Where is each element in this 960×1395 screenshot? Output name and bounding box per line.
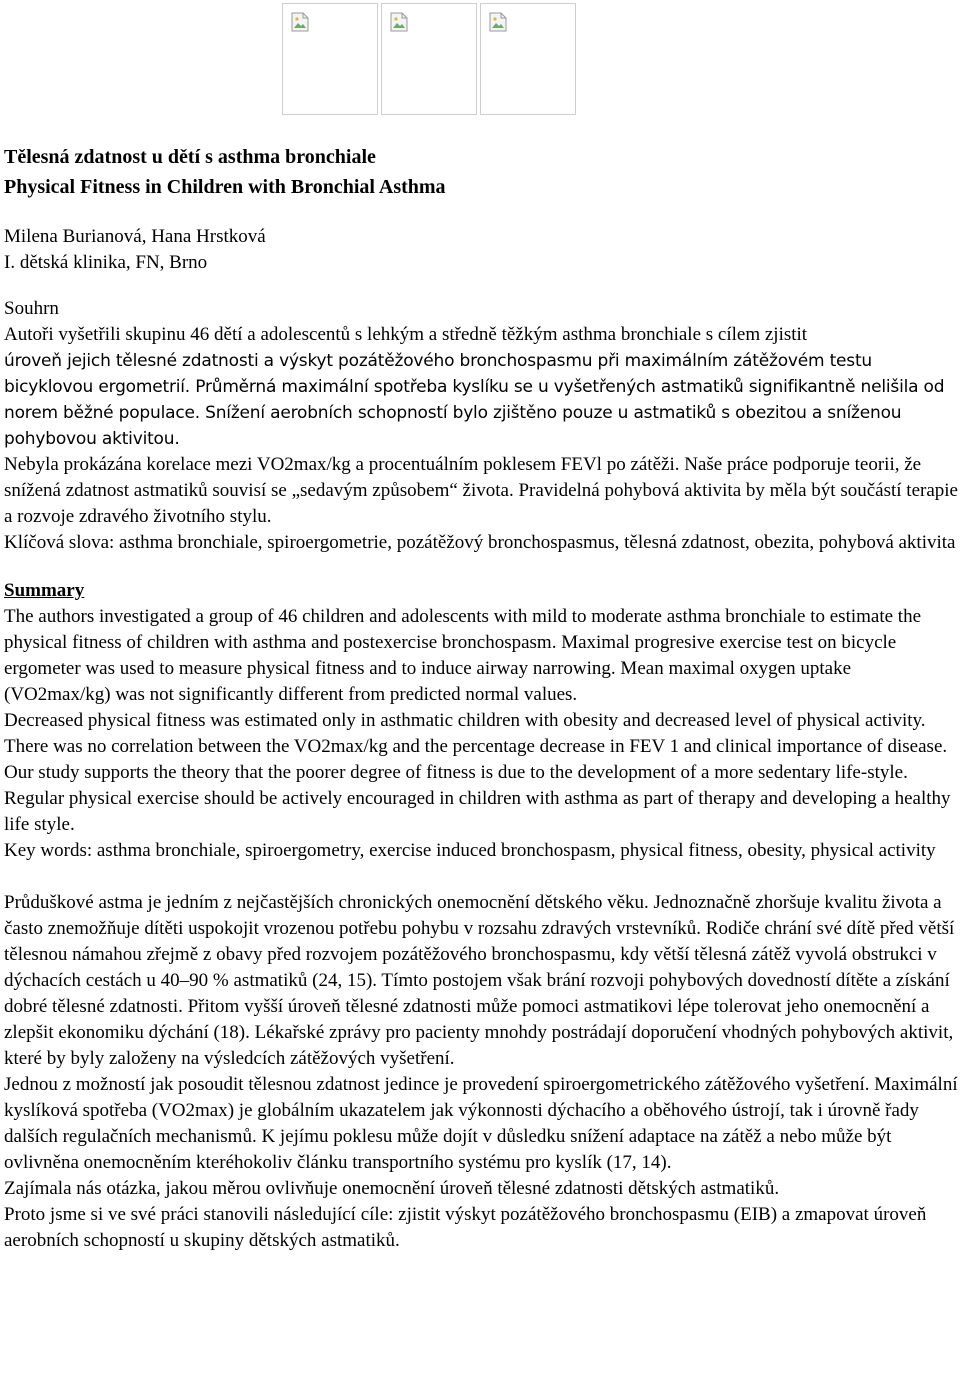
- broken-image-icon: [291, 12, 309, 32]
- souhrn-first-line: Autoři vyšetřili skupinu 46 dětí a adolescentů s lehkým a středně těžkým asthma bronchiale s cílem zjistit: [4, 324, 808, 345]
- image-placeholder: [282, 3, 378, 115]
- broken-image-icon: [489, 12, 507, 32]
- affiliation: I. dětská klinika, FN, Brno: [4, 252, 208, 273]
- title-english: Physical Fitness in Children with Bronchial Asthma: [4, 176, 446, 198]
- image-placeholder-row: [282, 3, 579, 115]
- body-paragraph: Proto jsme si ve své práci stanovili následující cíle: zjistit výskyt pozátěžového bronchospasmu (EIB) a zmapovat úroveň aerobních schopností u skupiny dětských astmatiků.: [4, 1204, 927, 1251]
- authors: Milena Burianová, Hana Hrstková: [4, 226, 266, 247]
- summary-heading: Summary: [4, 580, 85, 601]
- souhrn-heading: Souhrn: [4, 298, 59, 319]
- summary-keywords: Key words: asthma bronchiale, spiroergometry, exercise induced bronchospasm, physical fitness, obesity, physical activity: [4, 840, 936, 861]
- image-placeholder: [381, 3, 477, 115]
- body-paragraph: Průduškové astma je jedním z nejčastějších chronických onemocnění dětského věku. Jednoznačně zhoršuje kvalitu života a často znemožňuje dítěti uspokojit vrozenou potřebu pohybu v rozsahu zdravých vrstevníků. Rodiče chrání své dítě před větší tělesnou námahou zřejmě z obavy před rozvojem pozátěžového bronchospasmu, kdy větší tělesná zátěž vyvolá obstrukci v dýchacích cestách u 40–90 % astmatiků (24, 15). Tímto postojem však brání rozvoji pohybových dovedností dítěte a získání dobré tělesné zdatnosti. Přitom vyšší úroveň tělesné zdatnosti může pomoci astmatikovi lépe tolerovat jeho onemocnění a zlepšit ekonomiku dýchání (18). Lékařské zprávy pro pacienty mnohdy postrádají doporučení vhodných pohybových aktivit, které by byly založeny na výsledcích zátěžových vyšetření.: [4, 892, 955, 1069]
- title-czech: Tělesná zdatnost u dětí s asthma bronchiale: [4, 146, 376, 168]
- broken-image-icon: [390, 12, 408, 32]
- body-paragraph: Zajímala nás otázka, jakou měrou ovlivňuje onemocnění úroveň tělesné zdatnosti dětských astmatiků.: [4, 1178, 780, 1199]
- image-placeholder: [480, 3, 576, 115]
- body-paragraph: Jednou z možností jak posoudit tělesnou zdatnost jedince je provedení spiroergometrického zátěžového vyšetření. Maximální kyslíková spotřeba (VO2max) je globálním ukazatelem jak výkonnosti dýchacího a oběhového ústrojí, tak i úrovně řady dalších regulačních mechanismů. K jejímu poklesu může dojít v důsledku snížení adaptace na zátěž a nebo může být ovlivněna onemocněním kteréhokoliv článku transportního systému pro kyslík (17, 14).: [4, 1074, 958, 1173]
- summary-paragraph: The authors investigated a group of 46 children and adolescents with mild to moderate asthma bronchiale to estimate the physical fitness of children with asthma and postexercise bronchospasm. Maximal progresive exercise test on bicycle ergometer was used to measure physical fitness and to induce airway narrowing. Mean maximal oxygen uptake (VO2max/kg) was not significantly different from predicted normal values.: [4, 606, 922, 705]
- souhrn-paragraph: úroveň jejich tělesné zdatnosti a výskyt pozátěžového bronchospasmu při maximálním zátěžovém testu bicyklovou ergometrií. Průměrná maximální spotřeba kyslíku se u vyšetřených astmatiků signifikantně nelišila od norem běžné populace. Snížení aerobních schopností bylo zjištěno pouze u astmatiků s obezitou a sníženou pohybovou aktivitou.: [4, 351, 945, 449]
- article: [4, 142, 958, 1254]
- souhrn-paragraph: Nebyla prokázána korelace mezi VO2max/kg a procentuálním poklesem FEVl po zátěži. Naše práce podporuje teorii, že snížená zdatnost astmatiků souvisí se „sedavým způsobem“ života. Pravidelná pohybová aktivita by měla být součástí terapie a rozvoje zdravého životního stylu.: [4, 454, 958, 527]
- summary-paragraph: Decreased physical fitness was estimated only in asthmatic children with obesity and decreased level of physical activity. There was no correlation between the VO2max/kg and the percentage decrease in FEV 1 and clinical importance of disease. Our study supports the theory that the poorer degree of fitness is due to the development of a more sedentary life-style. Regular physical exercise should be actively encouraged in children with asthma as part of therapy and developing a healthy life style.: [4, 710, 951, 835]
- souhrn-keywords: Klíčová slova: asthma bronchiale, spiroergometrie, pozátěžový bronchospasmus, tělesná zdatnost, obezita, pohybová aktivita: [4, 532, 956, 553]
